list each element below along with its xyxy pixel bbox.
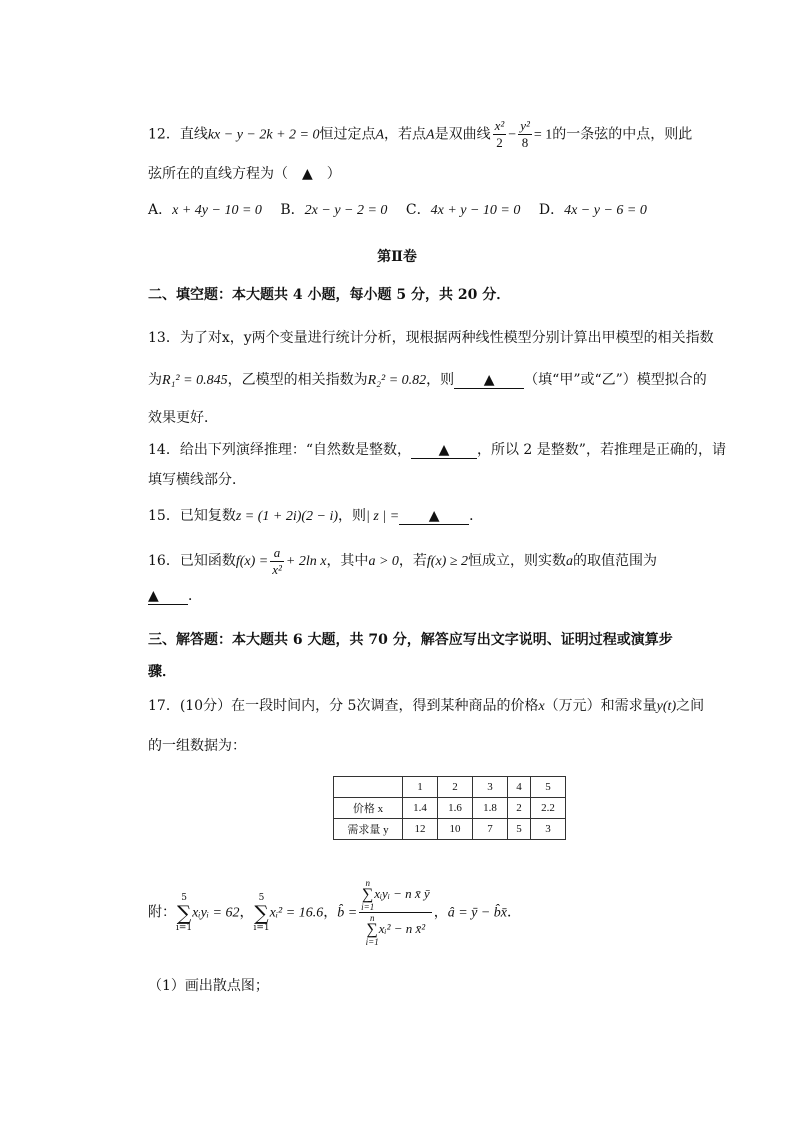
q16-inequality: f(x) ≥ 2 (426, 554, 469, 569)
q17-line2: 的一组数据为： (148, 738, 246, 754)
q12-option-c: 4x + y − 10 = 0 (430, 203, 521, 218)
q17-appendix: 附：5 ∑ i=1xᵢyᵢ = 62，5 ∑ i=1xᵢ² = 16.6，b̂ = n ∑ i=1xᵢyᵢ − n x̄ ȳ n ∑ i=1xᵢ² − n x̄² ，â = ȳ − b̂x̄． (148, 878, 522, 947)
q12-line2: 弦所在的直线方程为（ ▲ ） (148, 166, 341, 182)
part3-heading-line2: 骤． (148, 664, 176, 680)
q15-answer-blank[interactable]: ▲ (399, 508, 469, 525)
q14-line1: 14．给出下列演绎推理：“自然数是整数， ▲ ，所以 2 是整数”，若推理是正确的，请 (148, 442, 726, 458)
q13-answer-blank[interactable]: ▲ (454, 372, 524, 389)
q12-text: 12．直线 (148, 126, 208, 143)
q13-line1: 13．为了对x，y两个变量进行统计分析，现根据两种线性模型分别计算出甲模型的相关指数 (148, 330, 714, 346)
q12-option-a: x + 4y − 10 = 0 (172, 203, 262, 218)
a-hat: â = ȳ − b̂x̄ (447, 905, 508, 921)
q14-answer-blank[interactable]: ▲ (411, 442, 477, 459)
q16-function: f(x) = (235, 554, 269, 569)
q16-answer-blank[interactable]: ▲ (148, 588, 188, 605)
q12-line-equation: kx − y − 2k + 2 = 0 (207, 127, 320, 143)
q17-sub1: （1）画出散点图； (148, 978, 269, 994)
q17-line1: 17．(10分）在一段时间内，分 5次调查，得到某种商品的价格x（万元）和需求量y(t)之间 (148, 698, 705, 714)
q16-line2: ▲ ． (148, 588, 202, 604)
q13-r1: R₁² = 0.845 (162, 373, 228, 388)
q15-line: 15．已知复数z = (1 + 2i)(2 − i)，则| z | = ▲ ． (148, 508, 484, 524)
sum-symbol: 5 ∑ i=1 (253, 892, 270, 933)
b-hat: b̂ = (337, 905, 358, 921)
price-demand-table (333, 776, 566, 840)
sum-symbol: 5 ∑ i=1 (176, 892, 193, 933)
q15-expression: z = (1 + 2i)(2 − i) (235, 509, 339, 524)
q15-modulus: | z | = (366, 509, 400, 524)
q12-line1: 12．直线kx − y − 2k + 2 = 0恒过定点A，若点A是双曲线 $\frac{\text{x²}}{2}$ − $\frac{\text{y²}}{8}$ = 1的一条弦的中点，则此 (148, 118, 693, 150)
q13-line2: 为R₁² = 0.845，乙模型的相关指数为R₂² = 0.82，则 ▲ （填“甲”或“乙”）模型拟合的 (148, 372, 707, 388)
q13-r2: R₂² = 0.82 (367, 373, 427, 388)
q12-text: 是双曲线 (434, 126, 491, 143)
table-row: 需求量 y 12 10 7 5 3 (334, 819, 566, 840)
part3-heading-line1: 三、解答题：本大题共 6 大题，共 70 分，解答应写出文字说明、证明过程或演算步 (148, 632, 673, 648)
section-title: 第Ⅱ卷 (377, 249, 417, 265)
q12-option-b: 2x − y − 2 = 0 (304, 203, 388, 218)
q12-frac1: $\frac{\text{x²}}{2}$ (494, 118, 505, 150)
q13-line3: 效果更好． (148, 410, 218, 426)
q12-point: A (375, 127, 385, 143)
q16-line1: 16．已知函数f(x) = $\frac{a}{\text{x²}}$ + 2ln x，其中a > 0，若f(x) ≥ 2恒成立，则实数a的取值范围为 (148, 544, 658, 577)
q12-text: ，若点 (384, 126, 427, 143)
q12-options: A．x + 4y − 10 = 0 B．2x − y − 2 = 0 C．4x + y − 10 = 0 D．4x − y − 6 = 0 (148, 202, 647, 218)
q12-text: 恒过定点 (319, 126, 376, 143)
q12-text: 的一条弦的中点，则此 (552, 126, 693, 143)
sum-xy: xᵢyᵢ = 62 (192, 905, 240, 921)
q12-point: A (426, 127, 435, 143)
b-hat-fraction: n ∑ i=1xᵢyᵢ − n x̄ ȳ n ∑ i=1xᵢ² − n x̄² (361, 878, 430, 947)
q16-frac: $\frac{a}{\text{x²}}$ (272, 544, 282, 577)
part2-heading: 二、填空题：本大题共 4 小题，每小题 5 分，共 20 分． (148, 287, 511, 303)
q16-condition: a > 0 (368, 554, 399, 569)
table-row: 价格 x 1.4 1.6 1.8 2 2.2 (334, 798, 566, 819)
table-header-row: 1 2 3 4 5 (334, 777, 566, 798)
sum-x2: xᵢ² = 16.6 (269, 905, 324, 921)
q12-option-d: 4x − y − 6 = 0 (564, 203, 647, 218)
q12-frac2: $\frac{\text{y²}}{8}$ (520, 118, 530, 150)
q14-line2: 填写横线部分． (148, 472, 246, 488)
